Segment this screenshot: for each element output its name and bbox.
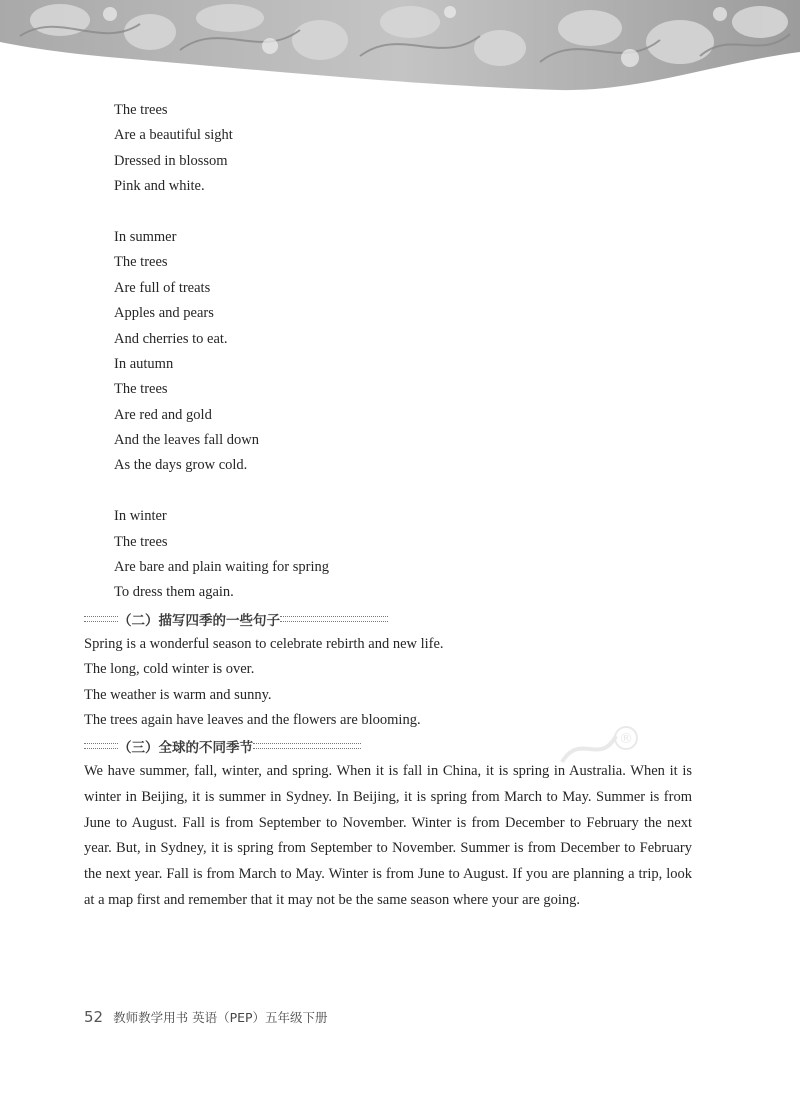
heading-decoration-right [253, 743, 361, 749]
sentence-line: The trees again have leaves and the flowers are blooming. [84, 712, 421, 729]
sentence-line: The long, cold winter is over. [84, 661, 255, 678]
poem-line: And cherries to eat. [114, 330, 228, 347]
poem-line: In summer [114, 228, 177, 245]
sentence-line: The weather is warm and sunny. [84, 686, 272, 703]
poem-line: The trees [114, 254, 168, 271]
stanza-gap [114, 479, 329, 504]
poem-line: Dressed in blossom [114, 152, 228, 169]
poem-line: Apples and pears [114, 305, 214, 322]
poem [114, 98, 329, 606]
global-seasons-paragraph: We have summer, fall, winter, and spring. When it is fall in China, it is spring in Australia. When it is winter in Beijing, it is summer in Sydney. In Beijing, it is spring from March to May. Summer is from June to August. Fall is from September to November. Winter is from December to February the next year. But, in Sydney, it is spring from September to November. Summer is from December to February the next year. Fall is from March to May. Winter is from June to August. If you are planning a trip, look at a map first and remember that it may not be the same season where your are going. [84, 763, 692, 908]
poem-line: In winter [114, 508, 167, 525]
page-number: 52 [84, 1008, 104, 1026]
poem-stanza [114, 98, 329, 200]
section-heading-global-seasons [84, 736, 361, 756]
heading-decoration-left [84, 616, 118, 622]
section-heading-seasons-sentences [84, 609, 388, 629]
section-heading-text: （三）全球的不同季节 [118, 740, 253, 756]
sentence-line: Spring is a wonderful season to celebrate rebirth and new life. [84, 636, 444, 652]
poem-line: The trees [114, 102, 168, 118]
poem-line: The trees [114, 381, 168, 398]
heading-decoration-left [84, 743, 118, 749]
poem-line: Are full of treats [114, 279, 211, 296]
section-heading-text: （二）描写四季的一些句子 [118, 613, 280, 629]
poem-line: And the leaves fall down [114, 432, 259, 449]
decorative-floral-banner [0, 0, 800, 100]
page-footer [84, 1008, 328, 1026]
season-sentences [84, 632, 444, 734]
stanza-gap [114, 200, 329, 225]
poem-stanza [114, 504, 329, 606]
heading-decoration-right [280, 616, 388, 622]
poem-line: The trees [114, 533, 168, 550]
book-title: 教师教学用书 英语（PEP）五年级下册 [113, 1010, 328, 1025]
poem-line: In autumn [114, 355, 174, 372]
poem-line: Are a beautiful sight [114, 127, 233, 144]
poem-line: As the days grow cold. [114, 457, 248, 474]
registered-mark: ® [619, 731, 633, 747]
poem-line: Are red and gold [114, 406, 212, 423]
poem-line: Are bare and plain waiting for spring [114, 559, 330, 576]
poem-line: To dress them again. [114, 584, 234, 601]
poem-stanza [114, 225, 329, 479]
poem-line: Pink and white. [114, 178, 205, 195]
